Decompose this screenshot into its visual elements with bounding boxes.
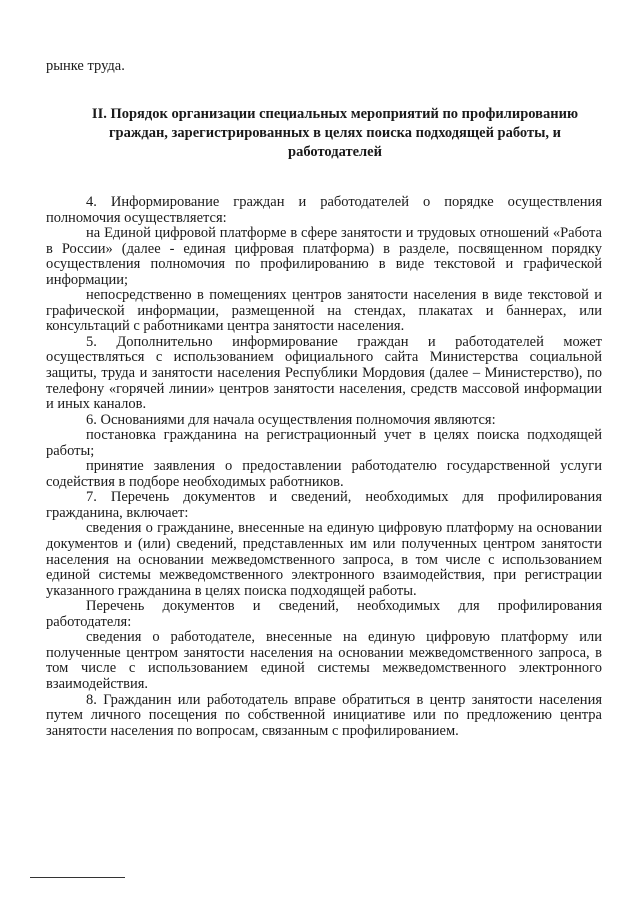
paragraph-6: 6. Основаниями для начала осуществления полномочия являются:	[86, 411, 496, 428]
paragraph-5: 5. Дополнительно информирование граждан и работодателей может осуществляться с использованием официального сайта Министерства социальной защиты, труда и занятости населения Республики Мордовия (далее – Министерство), по телефону «горячей линии» центров занятости населения, средств массовой информации и иных каналов.	[46, 333, 602, 413]
paragraph-8: 8. Гражданин или работодатель вправе обратиться в центр занятости населения путем личного посещения по собственной инициативе или по предложению центра занятости населения по вопросам, связанным с профилированием.	[46, 691, 602, 739]
footer-divider	[30, 877, 125, 878]
section-heading: II. Порядок организации специальных мероприятий по профилированию граждан, зарегистрированных в целях поиска подходящей работы, и работодателей	[91, 106, 579, 160]
paragraph-7-employer-list: Перечень документов и сведений, необходимых для профилирования работодателя:	[46, 598, 602, 630]
paragraph-6-item-2: принятие заявления о предоставлении работодателю государственной услуги содействия в подборе необходимых работников.	[46, 458, 602, 490]
paragraph-4: 4. Информирование граждан и работодателей о порядке осуществления полномочия осуществляется:	[46, 194, 602, 226]
paragraph-7: 7. Перечень документов и сведений, необходимых для профилирования гражданина, включает:	[46, 489, 602, 521]
paragraph-4-item-2: непосредственно в помещениях центров занятости населения в виде текстовой и графической информации, размещенной на стендах, плакатах и баннерах, или консультаций с работниками центра занятости населения.	[46, 287, 602, 335]
paragraph-6-item-1: постановка гражданина на регистрационный учет в целях поиска подходящей работы;	[46, 427, 602, 459]
intro-text: рынке труда.	[46, 58, 125, 74]
paragraph-4-item-1: на Единой цифровой платформе в сфере занятости и трудовых отношений «Работа в России» (далее - единая цифровая платформа) в разделе, посвященном порядку осуществления полномочия по профилированию в виде текстовой и графической информации;	[46, 225, 602, 288]
paragraph-7-item-2: сведения о работодателе, внесенные на единую цифровую платформу или полученные центром занятости населения на основании межведомственного запроса, в том числе с использованием единой системы межведомственного электронного взаимодействия.	[46, 629, 602, 692]
paragraph-7-item-1: сведения о гражданине, внесенные на единую цифровую платформу на основании документов и (или) сведений, представленных им или полученных центром занятости населения на основании межведомственного запроса, в том числе с использованием единой системы межведомственного электронного взаимодействия, при регистрации указанного гражданина в целях поиска подходящей работы.	[46, 520, 602, 599]
document-body	[46, 195, 602, 739]
